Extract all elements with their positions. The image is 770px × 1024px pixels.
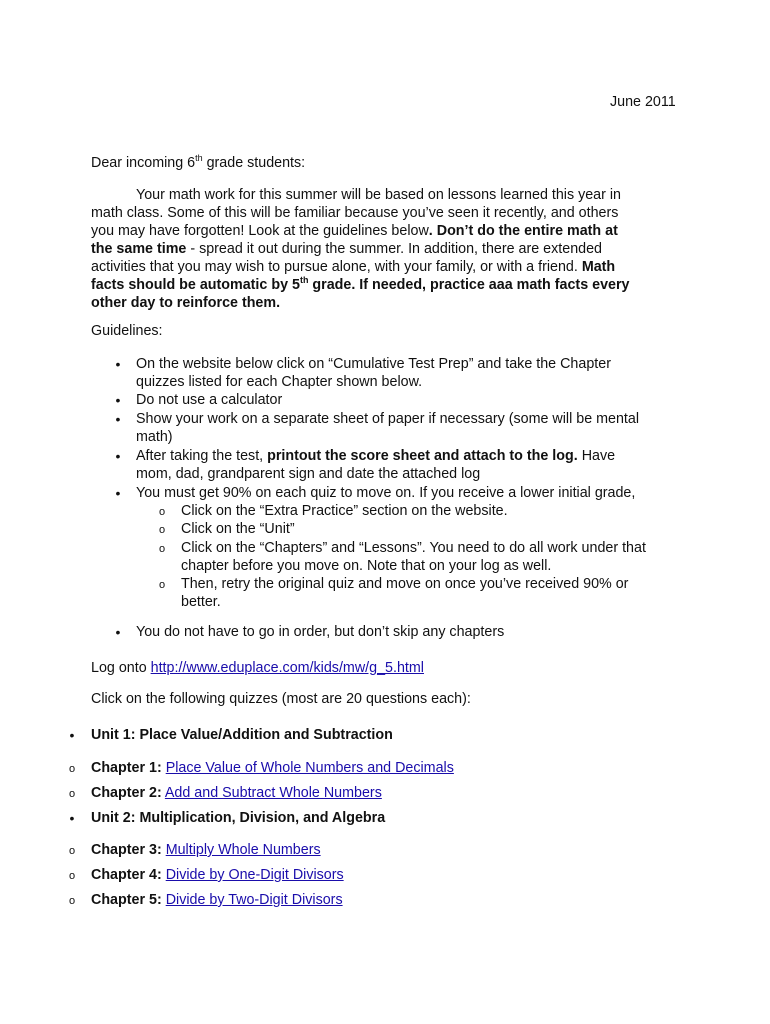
chapter-2-label: Chapter 2: <box>91 785 162 801</box>
guideline-4a: After taking the test, <box>136 448 268 464</box>
intro-line-5b: Math <box>581 259 616 275</box>
bullet-circle-icon: o <box>158 524 166 536</box>
intro-line-7 <box>91 294 280 312</box>
bullet-dot-icon: • <box>115 392 121 408</box>
guideline-3a: Show your work on a separate sheet of paper if necessary (some will be mental <box>136 411 640 427</box>
intro-line-5 <box>91 258 615 276</box>
chapter-1-label: Chapter 1: <box>91 760 162 776</box>
bullet-circle-icon: o <box>68 788 76 800</box>
sub-guideline-3b: chapter before you move on. Note that on your log as well. <box>181 558 552 574</box>
guideline-1b: quizzes listed for each Chapter shown below. <box>136 374 423 390</box>
chapter-5-link[interactable]: Divide by Two-Digit Divisors <box>165 892 343 908</box>
intro-line-6a: facts should be automatic by 5 <box>91 277 300 293</box>
bullet-dot-icon: • <box>69 727 75 743</box>
bullet-dot-icon: • <box>115 411 121 427</box>
log-onto-label: Log onto <box>91 660 151 676</box>
chapter-3-row <box>91 841 321 859</box>
bullet-circle-icon: o <box>68 845 76 857</box>
intro-line-7-text: other day to reinforce them. <box>91 295 281 311</box>
letter-date: June 2011 <box>610 94 676 110</box>
guideline-3b: math) <box>136 429 173 445</box>
unit-2-title-text: Unit 2: Multiplication, Division, and Algebra <box>91 810 386 826</box>
greeting-sup: th <box>195 153 203 163</box>
intro-line-3a: you may have forgotten! Look at the guidelines below <box>91 223 429 239</box>
intro-line-1: Your math work for this summer will be based on lessons learned this year in <box>136 187 621 203</box>
intro-line-4 <box>91 240 602 258</box>
sub-guideline-4a: Then, retry the original quiz and move on once you’ve received 90% or <box>181 576 629 592</box>
bullet-dot-icon: • <box>115 485 121 501</box>
chapter-3-link[interactable]: Multiply Whole Numbers <box>165 842 321 858</box>
chapter-1-row <box>91 759 454 777</box>
unit-2-title <box>91 809 385 827</box>
intro-line-6 <box>91 276 629 294</box>
chapter-5-label: Chapter 5: <box>91 892 162 908</box>
guideline-5: You must get 90% on each quiz to move on. If you receive a lower initial grade, <box>136 485 636 501</box>
chapter-2-link[interactable]: Add and Subtract Whole Numbers <box>164 785 382 801</box>
greeting-pre: Dear incoming 6 <box>91 155 196 171</box>
sub-guideline-2: Click on the “Unit” <box>181 521 295 537</box>
chapter-1-link[interactable]: Place Value of Whole Numbers and Decimals <box>165 760 454 776</box>
bullet-circle-icon: o <box>158 506 166 518</box>
bullet-dot-icon: • <box>115 624 121 640</box>
bullet-circle-icon: o <box>158 543 166 555</box>
greeting-post: grade students: <box>202 155 306 171</box>
sub-guideline-4b: better. <box>181 594 221 610</box>
bullet-circle-icon: o <box>158 579 166 591</box>
chapter-5-row <box>91 891 343 909</box>
guideline-4c: Have <box>577 448 616 464</box>
intro-line-4b: - spread it out during the summer. In addition, there are extended <box>186 241 603 257</box>
intro-line-6b: grade. If needed, practice aaa math facts every <box>308 277 630 293</box>
sub-guideline-1: Click on the “Extra Practice” section on the website. <box>181 503 508 519</box>
chapter-4-row <box>91 866 344 884</box>
intro-line-4a: the same time <box>91 241 187 257</box>
chapter-4-link[interactable]: Divide by One-Digit Divisors <box>165 867 344 883</box>
bullet-dot-icon: • <box>115 448 121 464</box>
chapter-3-label: Chapter 3: <box>91 842 162 858</box>
guideline-1a: On the website below click on “Cumulative Test Prep” and take the Chapter <box>136 356 611 372</box>
intro-line-3b: . Don’t do the entire math at <box>428 223 618 239</box>
click-following-text: Click on the following quizzes (most are 20 questions each): <box>91 691 471 707</box>
bullet-dot-icon: • <box>115 356 121 372</box>
log-onto-line <box>91 659 424 677</box>
unit-1-title-text: Unit 1: Place Value/Addition and Subtraction <box>91 727 393 743</box>
guideline-6: You do not have to go in order, but don’t skip any chapters <box>136 624 505 640</box>
intro-line-6-sup: th <box>299 275 309 285</box>
guideline-2: Do not use a calculator <box>136 392 283 408</box>
unit-1-title <box>91 726 393 744</box>
guidelines-heading: Guidelines: <box>91 323 163 339</box>
intro-line-2: math class. Some of this will be familiar because you’ve seen it recently, and others <box>91 205 619 221</box>
guideline-4 <box>136 447 615 465</box>
greeting <box>91 154 305 172</box>
guideline-4d: mom, dad, grandparent sign and date the attached log <box>136 466 481 482</box>
chapter-4-label: Chapter 4: <box>91 867 162 883</box>
bullet-dot-icon: • <box>69 810 75 826</box>
bullet-circle-icon: o <box>68 870 76 882</box>
intro-line-5a: activities that you may wish to pursue alone, with your family, or with a friend. <box>91 259 582 275</box>
guideline-4b: printout the score sheet and attach to the log. <box>267 448 578 464</box>
chapter-2-row <box>91 784 382 802</box>
bullet-circle-icon: o <box>68 763 76 775</box>
sub-guideline-3a: Click on the “Chapters” and “Lessons”. You need to do all work under that <box>181 540 646 556</box>
bullet-circle-icon: o <box>68 895 76 907</box>
log-url-link[interactable]: http://www.eduplace.com/kids/mw/g_5.html <box>150 660 424 676</box>
intro-line-3 <box>91 222 618 240</box>
